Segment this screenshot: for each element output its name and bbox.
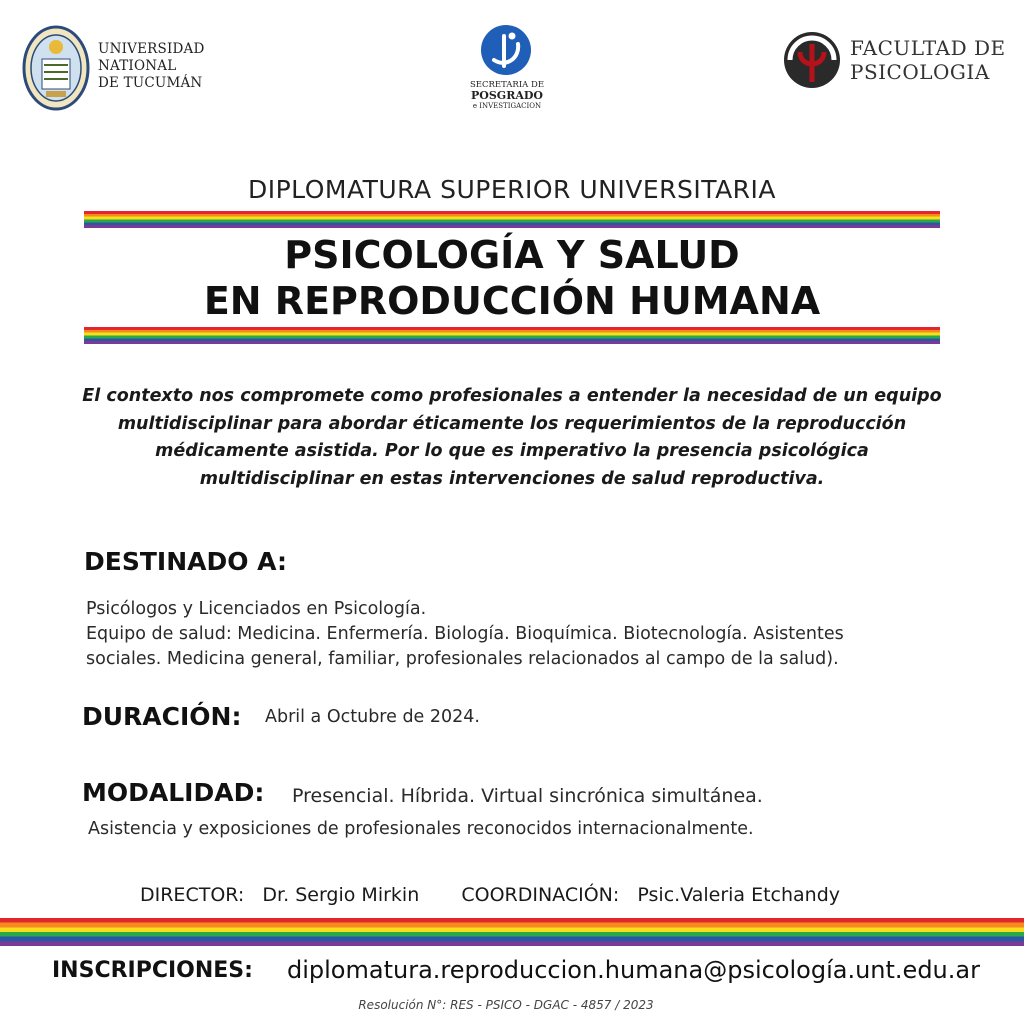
- director-name: Dr. Sergio Mirkin: [262, 884, 420, 906]
- coordination-name: Psic.Valeria Etchandy: [637, 884, 841, 906]
- intro-line: multidisciplinar en estas intervenciones de salud reproductiva.: [199, 468, 825, 489]
- destinado-line: Psicólogos y Licenciados en Psicología.: [86, 599, 427, 619]
- destinado-line: sociales. Medicina general, familiar, profesionales relacionados al campo de la salud).: [86, 649, 839, 669]
- program-title-line-1: PSICOLOGÍA Y SALUD: [284, 233, 740, 277]
- director-label: DIRECTOR:: [140, 884, 257, 906]
- university-seal-icon: [22, 25, 90, 111]
- program-subtitle: DIPLOMATURA SUPERIOR UNIVERSITARIA: [247, 175, 777, 204]
- duracion-value: Abril a Octubre de 2024.: [265, 707, 480, 727]
- unt-line-1: UNIVERSIDAD: [98, 41, 205, 57]
- facultad-line-2: PSICOLOGIA: [850, 60, 990, 84]
- posgrado-logo-icon: [480, 24, 532, 76]
- unt-line-3: DE TUCUMÁN: [98, 75, 203, 91]
- intro-line: multidisciplinar para abordar éticamente los requerimientos de la reproducción: [117, 413, 907, 434]
- intro-line: El contexto nos compromete como profesionales a entender la necesidad de un equipo: [82, 386, 942, 406]
- resolucion-note: Resolución N°: RES - PSICO - DGAC - 4857 / 2023: [358, 998, 654, 1012]
- destinado-heading: DESTINADO A:: [84, 547, 287, 576]
- modalidad-extra: Asistencia y exposiciones de profesionales reconocidos internacionalmente.: [88, 819, 754, 839]
- posgrado-logo: [462, 22, 552, 117]
- modalidad-value: Presencial. Híbrida. Virtual sincrónica simultánea.: [292, 785, 763, 807]
- intro-line: médicamente asistida. Por lo que es imperativo la presencia psicológica: [155, 441, 869, 461]
- posgrado-line-1: SECRETARIA DE: [469, 80, 545, 90]
- program-title: [0, 232, 1024, 324]
- intro-paragraph: [40, 383, 984, 493]
- rainbow-divider-bottom: [0, 918, 1024, 946]
- rainbow-divider-top: [84, 211, 940, 228]
- posgrado-line-3: e INVESTIGACION: [472, 102, 542, 110]
- modalidad-heading: MODALIDAD:: [82, 778, 265, 807]
- posgrado-line-2: POSGRADO: [471, 89, 543, 102]
- inscripciones-email-link[interactable]: diplomatura.reproduccion.humana@psicología.unt.edu.ar: [287, 956, 980, 984]
- facultad-line-1: FACULTAD DE: [850, 36, 1006, 60]
- coordination-label: COORDINACIÓN:: [461, 884, 632, 906]
- duracion-heading: DURACIÓN:: [82, 702, 242, 731]
- destinado-list: [86, 597, 1006, 672]
- program-title-line-2: EN REPRODUCCIÓN HUMANA: [203, 279, 821, 323]
- rainbow-divider-middle: [84, 327, 940, 344]
- destinado-line: Equipo de salud: Medicina. Enfermería. Biología. Bioquímica. Biotecnología. Asistentes: [86, 624, 844, 644]
- staff-line: [140, 884, 840, 906]
- unt-line-2: NATIONAL: [98, 58, 177, 74]
- psi-logo-icon: [782, 30, 842, 90]
- unt-logo: [22, 25, 222, 115]
- facultad-logo: [782, 30, 1006, 92]
- inscripciones-label: INSCRIPCIONES:: [52, 958, 253, 983]
